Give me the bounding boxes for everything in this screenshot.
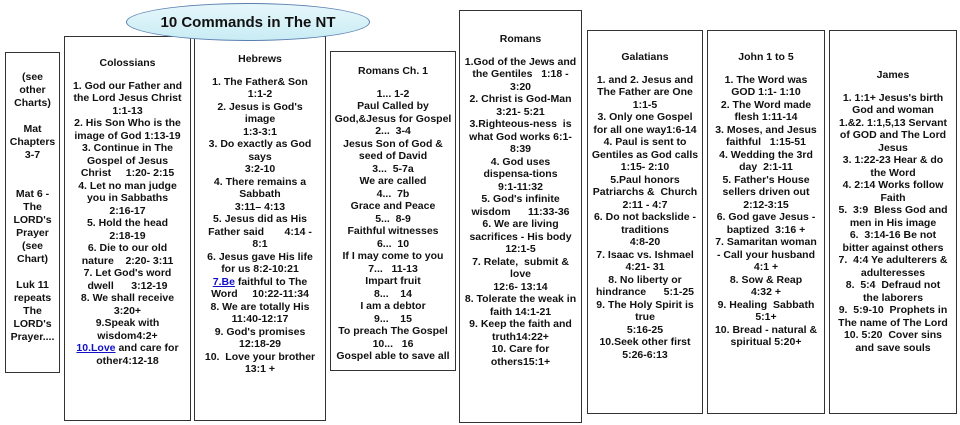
- text-line: 7. Samaritan woman: [715, 236, 817, 248]
- text-line: 6. God gave Jesus -: [716, 211, 816, 223]
- text-line: 3.Righteous-ness is: [469, 118, 572, 130]
- text-line: 12:6- 13:14: [493, 280, 548, 293]
- romans-heading: Romans: [499, 33, 542, 45]
- text-line: 2:12-3:15: [743, 198, 789, 211]
- text-line: 2. Christ is God-Man: [469, 93, 572, 105]
- text-line: GOD 1:1- 1:10: [731, 86, 801, 98]
- side-lines: [6, 71, 59, 344]
- text-line: 3. Only one Gospel: [597, 111, 693, 123]
- text-line: LORD's: [13, 214, 52, 226]
- text-line: 3. Continue in The: [82, 142, 173, 154]
- text-line: [6, 162, 59, 175]
- text-line: Faithful witnesses: [347, 225, 439, 237]
- text-line: 12:18-29: [238, 338, 282, 350]
- text-line: 10... 16: [372, 337, 414, 350]
- text-line: 11:40-12:17: [231, 313, 289, 325]
- text-line: Gospel of Jesus: [86, 154, 169, 167]
- text-line: Faith: [880, 191, 906, 204]
- text-line: 3:21- 5:21: [496, 105, 545, 118]
- text-line: [6, 266, 59, 279]
- text-line: baptized 3:16 +: [726, 223, 806, 236]
- text-line: 8:39: [509, 143, 531, 155]
- text-line: 9. 5:9-10 Prophets in: [838, 304, 948, 316]
- text-line: the Gentiles 1:18 -: [472, 68, 569, 80]
- john-heading: John 1 to 5: [738, 51, 794, 63]
- romans-column: [459, 10, 582, 423]
- text-line: wisdom 11:33-36: [471, 205, 570, 218]
- text-line: Gentiles as God calls: [591, 148, 699, 161]
- text-line: 2. His Son Who is the: [74, 117, 181, 129]
- text-line: 4:32 +: [750, 286, 782, 298]
- text-line: 1... 1-2: [376, 87, 410, 100]
- text-line: 10. 5:20 Cover sins: [843, 329, 943, 341]
- text-line: Jesus: [878, 141, 908, 154]
- text-line: 1. God our Father and: [72, 79, 183, 92]
- text-line: Sabbath: [239, 188, 281, 200]
- text-line: 6. We are living: [482, 218, 559, 230]
- text-line: 1.God of the Jews and: [464, 55, 577, 68]
- john-column: [707, 30, 825, 414]
- text-line: traditions: [621, 223, 669, 236]
- text-line: (see: [21, 240, 43, 252]
- text-line: 8:1: [252, 238, 268, 250]
- text-line: - Call your husband: [716, 248, 815, 261]
- text-line: 3-7: [24, 149, 41, 161]
- hebrews-link-line: 7.Be faithful to The: [212, 275, 308, 288]
- text-line: 7. Relate, submit &: [472, 255, 569, 268]
- text-line: 4. Wedding the 3rd: [719, 148, 813, 161]
- be-faithful-link[interactable]: 7.Be: [212, 275, 235, 288]
- text-line: 9.Speak with: [95, 317, 160, 329]
- colossians-lines: [65, 80, 190, 343]
- text-line: The: [23, 305, 42, 317]
- text-line: 9:1-11:32: [498, 180, 543, 193]
- text-line: 1. and 2. Jesus and: [596, 73, 694, 86]
- text-line: 5.Paul honors: [610, 173, 680, 186]
- text-line: image of God 1:13-19: [74, 129, 181, 142]
- text-line: 8. 5:4 Defraud not: [845, 279, 941, 291]
- text-line: 2:18-19: [109, 229, 146, 242]
- text-line: the Lord Jesus Christ: [73, 92, 182, 104]
- text-line: We are called: [359, 175, 427, 187]
- text-line: others15:1+: [490, 355, 551, 368]
- text-line: day 2:1-11: [739, 161, 793, 173]
- text-line: Chapters: [9, 136, 56, 148]
- text-line: repeats: [13, 292, 52, 304]
- text-line: 2:16-17: [109, 204, 146, 217]
- text-line: 4. There remains a: [213, 175, 307, 188]
- text-line: 1. The Word was: [724, 73, 808, 86]
- text-line: sellers driven out: [722, 186, 810, 198]
- text-line: the laborers: [862, 291, 924, 304]
- text-line: 3. Do exactly as God: [208, 138, 312, 150]
- text-line: 8. We shall receive: [80, 292, 175, 304]
- text-line: God,&Jesus for Gospel: [334, 112, 452, 125]
- text-line: Paul Called by: [357, 100, 429, 112]
- text-line: The: [23, 201, 42, 213]
- text-line: Word 10:22-11:34: [211, 288, 309, 300]
- chart-title: 10 Commands in The NT: [126, 3, 370, 41]
- galatians-heading: Galatians: [621, 51, 669, 63]
- text-line: and save souls: [855, 341, 931, 354]
- text-line: 9. The Holy Spirit is: [596, 298, 694, 311]
- text-line: 4:21- 31: [625, 261, 665, 273]
- text-line: Christ 1:20- 2:15: [80, 167, 175, 179]
- james-heading: James: [876, 69, 910, 81]
- text-line: 7... 11-13: [368, 262, 418, 275]
- text-line: truth14:22+: [492, 330, 549, 343]
- text-line: If I may come to you: [342, 250, 444, 262]
- text-line: 3:11– 4:13: [234, 200, 286, 213]
- text-line: 1:1-13: [112, 104, 143, 117]
- text-line: faithful 1:15-51: [726, 136, 806, 148]
- text-line: 1:1-2: [247, 88, 273, 100]
- text-line: spiritual 5:20+: [730, 336, 802, 348]
- text-line: 5. God's infinite: [481, 193, 560, 205]
- text-line: 10.Seek other first: [599, 336, 691, 348]
- text-line: nature 2:20- 3:11: [81, 254, 174, 267]
- text-line: 10. Care for: [491, 343, 550, 355]
- text-line: Patriarchs & Church: [592, 186, 698, 198]
- text-line: Jesus Son of God &: [343, 137, 443, 150]
- text-line: 6. Do not backslide -: [593, 211, 697, 223]
- romans-ch1-lines: [331, 88, 455, 363]
- text-line: 10. Love your brother: [204, 350, 316, 363]
- text-line: 3. Moses, and Jesus: [715, 123, 817, 136]
- text-line: faith 14:1-21: [489, 305, 552, 318]
- text-line: love: [509, 268, 531, 280]
- romans-ch1-heading: Romans Ch. 1: [357, 65, 428, 77]
- text-line: 9. God's promises: [214, 325, 306, 338]
- galatians-lines: [588, 74, 702, 362]
- james-lines: [830, 92, 956, 355]
- text-line: 2. Jesus is God's: [217, 100, 303, 113]
- see-other-charts-column: [5, 52, 60, 373]
- text-line: for all one way1:6-14: [593, 123, 697, 136]
- text-line: (see: [21, 71, 43, 83]
- text-line: 5... 8-9: [375, 212, 411, 225]
- text-line: 7. Let God's word: [83, 267, 172, 279]
- colossians-heading: Colossians: [99, 57, 156, 69]
- text-line: 7. 4:4 Ye adulterers &: [838, 254, 948, 266]
- text-line: wisdom4:2+: [97, 329, 158, 342]
- john-lines: [708, 74, 824, 349]
- text-line: 10. Bread - natural &: [714, 323, 818, 336]
- text-line: 9. Keep the faith and: [469, 318, 572, 330]
- text-line: 3. 1:22-23 Hear & do: [842, 154, 944, 166]
- text-line: 3:2-10: [244, 163, 276, 175]
- text-line: Mat 6 -: [15, 188, 50, 200]
- text-line: 3:20+: [113, 304, 142, 317]
- text-line: 4:1 +: [753, 261, 779, 273]
- text-line: To preach The Gospel: [338, 325, 448, 337]
- text-line: of GOD and The Lord: [839, 129, 947, 141]
- text-line: for us 8:2-10:21: [221, 263, 299, 275]
- colossians-column: [64, 36, 191, 421]
- text-line: 5. Jesus did as His: [213, 213, 307, 225]
- text-line: 8... 14: [374, 287, 412, 300]
- text-line: 4:8-20: [629, 236, 661, 248]
- hebrews-heading: Hebrews: [238, 53, 282, 65]
- text-line: other: [19, 84, 46, 96]
- colossians-last-line: 10.Love and care for: [76, 342, 179, 354]
- text-line: true: [635, 311, 655, 323]
- text-line: I am a debtor: [360, 300, 426, 312]
- text-line: 8. We are totally His: [210, 300, 310, 313]
- text-line: 3... 5-7a: [372, 162, 414, 175]
- text-line: Father said 4:14 -: [208, 225, 312, 238]
- text-line: dwell 3:12-19: [87, 279, 168, 292]
- text-line: 4... 7b: [376, 187, 410, 200]
- text-line: 12:1-5: [505, 243, 536, 255]
- text-line: Charts): [14, 97, 51, 109]
- text-line: Prayer: [16, 227, 49, 239]
- romans-ch1-column: [330, 51, 456, 371]
- text-line: sacrifices - His body: [469, 230, 572, 243]
- text-line: Mat: [23, 123, 42, 135]
- hebrews-lines-2: [195, 288, 325, 376]
- text-line: 5:1+: [755, 311, 777, 323]
- text-line: 2:11 - 4:7: [622, 198, 668, 211]
- colossians-last-line-2: other4:12-18: [96, 354, 159, 367]
- text-line: God and woman: [852, 104, 934, 116]
- text-line: 1:3-3:1: [243, 125, 277, 138]
- text-line: men in His image: [849, 216, 937, 229]
- james-column: [829, 30, 957, 414]
- text-line: 5:16-25: [626, 323, 664, 336]
- text-line: 4. Paul is sent to: [603, 136, 687, 148]
- text-line: bitter against others: [842, 241, 944, 254]
- text-line: 4. 2:14 Works follow: [842, 179, 944, 191]
- text-line: 6... 10: [376, 237, 410, 250]
- text-line: 1.&2. 1:1,5,13 Servant: [839, 116, 947, 129]
- text-line: you in Sabbaths: [86, 192, 169, 204]
- text-line: says: [248, 150, 272, 163]
- text-line: 2... 3-4: [375, 125, 411, 137]
- text-line: The name of The Lord: [838, 316, 948, 329]
- love-link[interactable]: 10.Love: [76, 342, 116, 354]
- text-line: Luk 11: [16, 279, 49, 291]
- text-line: 5. 3:9 Bless God and: [838, 204, 948, 216]
- text-line: 6. Jesus gave His life: [207, 250, 313, 263]
- text-line: Grace and Peace: [350, 200, 436, 212]
- text-line: 5. Hold the head: [86, 217, 169, 229]
- text-line: 8. Tolerate the weak in: [464, 293, 577, 305]
- galatians-column: [587, 30, 703, 414]
- text-line: image: [244, 113, 276, 125]
- text-line: 9... 15: [374, 312, 412, 325]
- text-line: 4. Let no man judge: [78, 179, 177, 192]
- hebrews-lines: [195, 76, 325, 276]
- text-line: 8. No liberty or: [608, 273, 682, 286]
- text-line: Chart): [17, 253, 48, 265]
- text-line: [6, 175, 59, 188]
- text-line: 8. Sow & Reap: [729, 273, 803, 286]
- romans-lines: [460, 56, 581, 369]
- text-line: 6. Die to our old: [87, 242, 168, 254]
- text-line: Impart fruit: [365, 275, 421, 287]
- text-line: Gospel able to save all: [336, 350, 450, 362]
- text-line: flesh 1:11-14: [734, 111, 798, 123]
- text-line: Prayer....: [10, 331, 55, 343]
- text-line: 5. Father's House: [722, 173, 810, 186]
- text-line: The Father are One: [597, 86, 693, 98]
- text-line: 9. Healing Sabbath: [717, 298, 815, 311]
- text-line: the Word: [870, 166, 916, 179]
- text-line: dispensa-tions: [483, 168, 558, 180]
- text-line: hindrance 5:1-25: [595, 286, 695, 298]
- text-line: 5:26-6:13: [622, 348, 668, 361]
- text-line: 3:20: [509, 80, 531, 93]
- text-line: adulteresses: [860, 266, 926, 279]
- text-line: 1. 1:1+ Jesus's birth: [842, 91, 944, 104]
- hebrews-column: [194, 36, 326, 421]
- text-line: 4. God uses: [490, 155, 551, 168]
- text-line: 7. Isaac vs. Ishmael: [596, 248, 694, 261]
- text-line: seed of David: [358, 150, 428, 162]
- text-line: what God works 6:1-: [469, 130, 572, 143]
- text-line: 1. The Father& Son: [212, 75, 308, 88]
- text-line: 1:15- 2:10: [620, 161, 670, 173]
- text-line: 13:1 +: [244, 363, 276, 375]
- text-line: 6. 3:14-16 Be not: [849, 229, 937, 241]
- text-line: 2. The Word made: [720, 98, 812, 111]
- text-line: 1:1-5: [632, 98, 658, 111]
- text-line: [6, 110, 59, 123]
- text-line: LORD's: [13, 318, 52, 330]
